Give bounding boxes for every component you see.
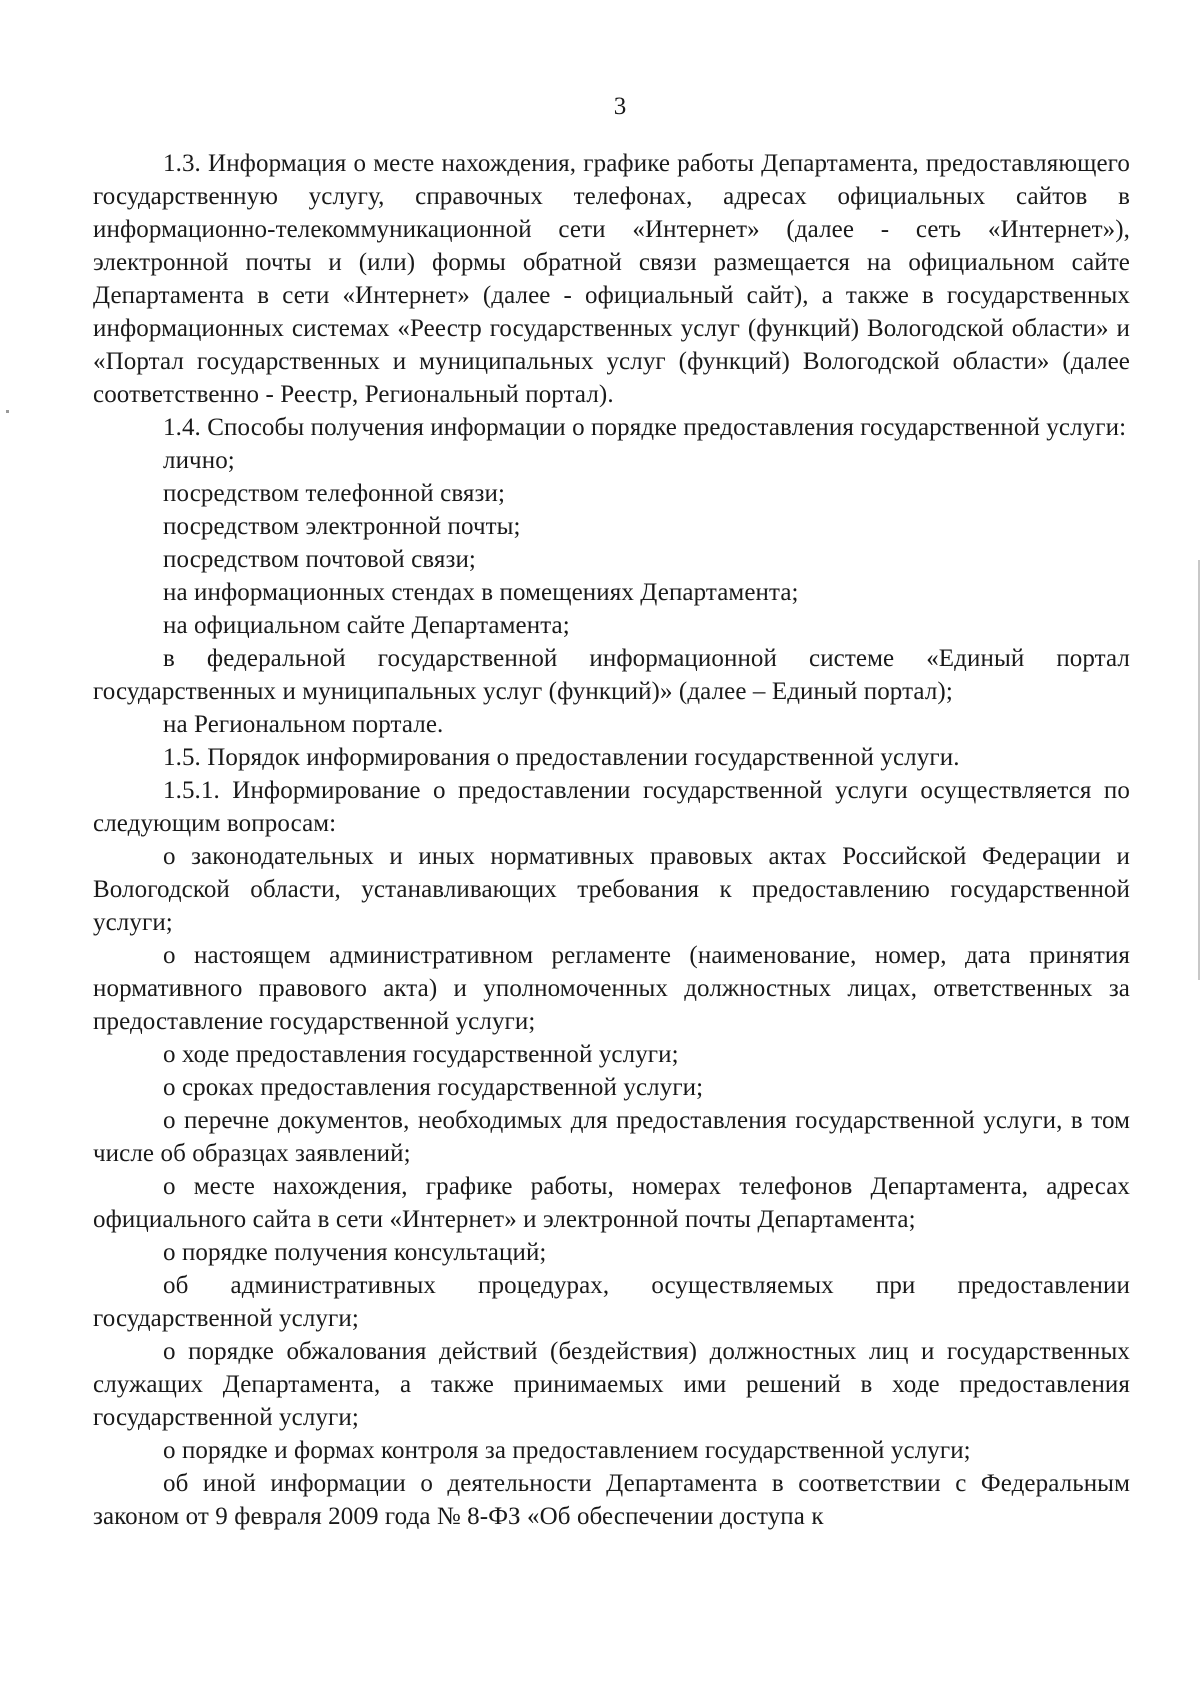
scan-dust-mark: [6, 410, 9, 413]
list-item: о порядке обжалования действий (бездействия) должностных лиц и государственных служащих Департамента, а также принимаемых ими решений в ходе предоставления государственной услуги;: [93, 1338, 1130, 1431]
list-item: посредством электронной почты;: [163, 513, 521, 540]
list-item: о настоящем административном регламенте (наименование, номер, дата принятия нормативного правового акта) и уполномоченных должностных лицах, ответственных за предоставление государственной услуги;: [93, 942, 1130, 1035]
list-item: об административных процедурах, осуществляемых при предоставлении государственной услуги;: [93, 1272, 1130, 1332]
page-number: 3: [613, 93, 627, 120]
paragraph-1-3: 1.3. Информация о месте нахождения, графике работы Департамента, предоставляющего государственную услугу, справочных телефонах, адресах официальных сайтов в информационно-телекоммуникационной сети «Интернет» (далее - сеть «Интернет»), электронной почты и (или) формы обратной связи размещается на официальном сайте Департамента в сети «Интернет» (далее - официальный сайт), а также в государственных информационных системах «Реестр государственных услуг (функций) Вологодской области» и «Портал государственных и муниципальных услуг (функций) Вологодской области» (далее соответственно - Реестр, Региональный портал).: [93, 150, 1130, 408]
list-item: об иной информации о деятельности Департамента в соответствии с Федеральным законом от 9 февраля 2009 года № 8-ФЗ «Об обеспечении доступа к: [93, 1470, 1130, 1530]
list-item: посредством телефонной связи;: [163, 480, 505, 507]
list-item: на Региональном портале.: [163, 711, 444, 738]
list-item: на официальном сайте Департамента;: [163, 612, 570, 639]
paragraph-1-4: 1.4. Способы получения информации о порядке предоставления государственной услуги:: [163, 414, 1127, 441]
list-item: о перечне документов, необходимых для предоставления государственной услуги, в том числе об образцах заявлений;: [93, 1107, 1130, 1167]
list-item: в федеральной государственной информационной системе «Единый портал государственных и муниципальных услуг (функций)» (далее – Единый портал);: [93, 645, 1130, 705]
paragraph-1-5-1: 1.5.1. Информирование о предоставлении государственной услуги осуществляется по следующим вопросам:: [93, 777, 1130, 837]
list-item: о сроках предоставления государственной услуги;: [163, 1074, 704, 1101]
list-item: о месте нахождения, графике работы, номерах телефонов Департамента, адресах официального сайта в сети «Интернет» и электронной почты Департамента;: [93, 1173, 1130, 1233]
list-item: на информационных стендах в помещениях Департамента;: [163, 579, 799, 606]
document-body: [93, 147, 1130, 1533]
paragraph-1-5: 1.5. Порядок информирования о предоставлении государственной услуги.: [163, 744, 960, 771]
list-item: о порядке получения консультаций;: [163, 1239, 547, 1266]
list-item: о законодательных и иных нормативных правовых актах Российской Федерации и Вологодской области, устанавливающих требования к предоставлению государственной услуги;: [93, 843, 1130, 936]
list-item: лично;: [163, 447, 235, 474]
list-item: о ходе предоставления государственной услуги;: [163, 1041, 679, 1068]
list-item: посредством почтовой связи;: [163, 546, 476, 573]
list-item: о порядке и формах контроля за предоставлением государственной услуги;: [163, 1437, 971, 1464]
